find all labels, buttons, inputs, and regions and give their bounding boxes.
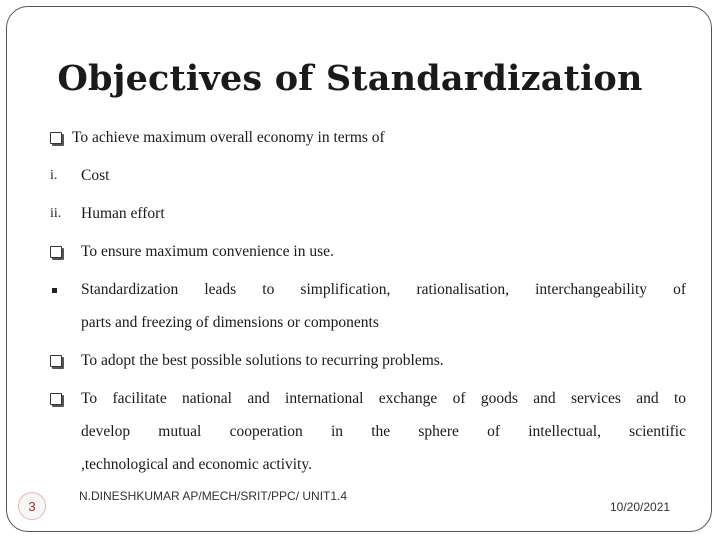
footer-date: 10/20/2021 — [610, 500, 671, 514]
bullet-text: To ensure maximum convenience in use. — [81, 243, 334, 260]
bullet-text: Cost — [81, 167, 110, 184]
checkbox-bullet-icon — [50, 389, 74, 409]
bullet-text: parts and freezing of dimensions or components — [81, 314, 379, 331]
checkbox-bullet-icon — [50, 128, 74, 148]
bullet-text: Standardization leads to simplification, rationalisation, interchangeability of — [81, 281, 686, 298]
numeral-marker: ii. — [50, 206, 62, 221]
square-bullet-icon — [50, 280, 74, 300]
bullet-text: To facilitate national and international exchange of goods and services and to — [81, 390, 686, 407]
checkbox-bullet-icon — [50, 351, 74, 371]
checkbox-bullet-icon — [50, 242, 74, 262]
bullet-text: To achieve maximum overall economy in terms of — [72, 129, 385, 146]
bullet-text: To adopt the best possible solutions to recurring problems. — [81, 352, 444, 369]
bullet-text: develop mutual cooperation in the sphere of intellectual, scientific — [81, 423, 686, 440]
slide-number: 3 — [18, 492, 46, 520]
bullet-text: ,technological and economic activity. — [81, 456, 312, 473]
footer-author: N.DINESHKUMAR AP/MECH/SRIT/PPC/ UNIT1.4 — [79, 489, 348, 503]
bullet-text: Human effort — [81, 205, 165, 222]
slide-title: Objectives of Standardization — [57, 58, 643, 99]
numeral-marker: i. — [50, 168, 58, 183]
